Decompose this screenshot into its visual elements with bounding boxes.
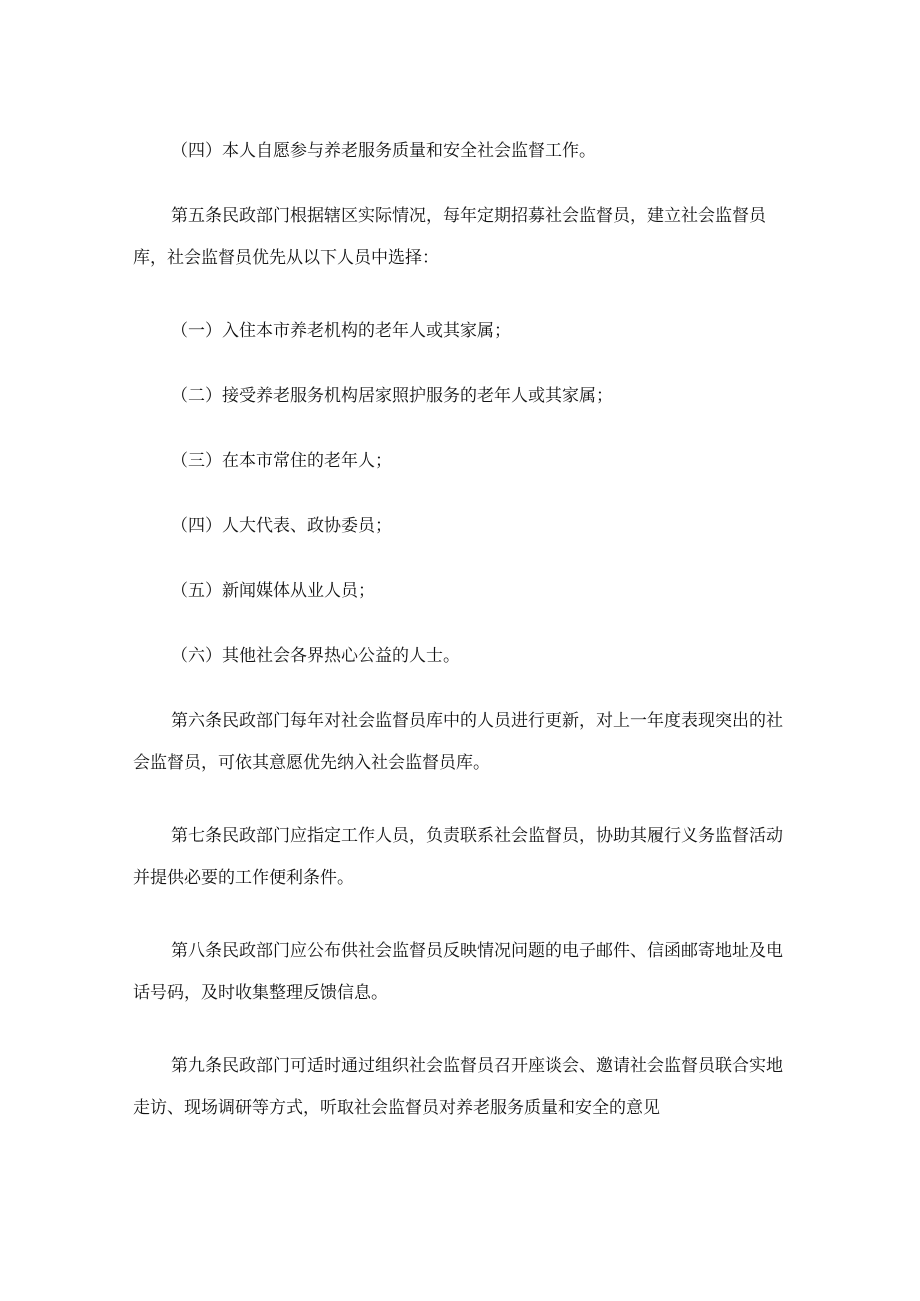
clause-item-5: （五）新闻媒体从业人员；: [171, 581, 375, 601]
document-body: [133, 130, 793, 1160]
article-6: 第六条民政部门每年对社会监督员库中的人员进行更新，对上一年度表现突出的社会监督员，可依其意愿优先纳入社会监督员库。: [133, 711, 783, 773]
article-7: 第七条民政部门应指定工作人员，负责联系社会监督员，协助其履行义务监督活动并提供必要的工作便利条件。: [133, 826, 783, 888]
clause-item-2: （二）接受养老服务机构居家照护服务的老年人或其家属；: [171, 386, 613, 406]
clause-item-4: （四）人大代表、政协委员；: [171, 516, 392, 536]
clause-item-1: （一）入住本市养老机构的老年人或其家属；: [171, 321, 511, 341]
article-5: 第五条民政部门根据辖区实际情况，每年定期招募社会监督员，建立社会监督员库，社会监督员优先从以下人员中选择：: [133, 206, 766, 268]
clause-item-6: （六）其他社会各界热心公益的人士。: [171, 646, 460, 666]
article-8: 第八条民政部门应公布供社会监督员反映情况问题的电子邮件、信函邮寄地址及电话号码，及时收集整理反馈信息。: [133, 941, 783, 1003]
article-9: 第九条民政部门可适时通过组织社会监督员召开座谈会、邀请社会监督员联合实地走访、现场调研等方式，听取社会监督员对养老服务质量和安全的意见: [133, 1056, 783, 1118]
clause-item-3: （三）在本市常住的老年人；: [171, 451, 392, 471]
clause-item-4-volunteer: （四）本人自愿参与养老服务质量和安全社会监督工作。: [171, 141, 596, 161]
